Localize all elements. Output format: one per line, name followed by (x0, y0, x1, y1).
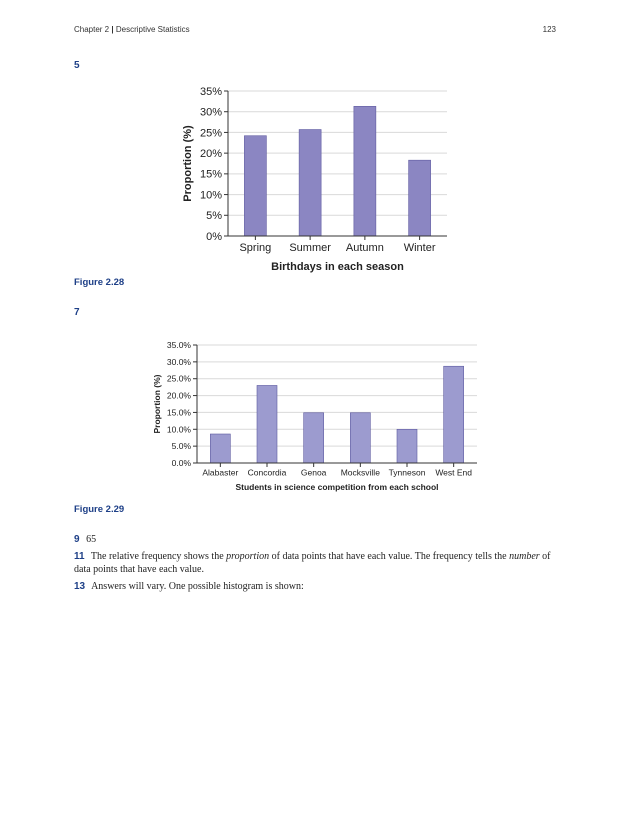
emphasis-proportion: proportion (226, 551, 270, 562)
y-axis-title: Proportion (%) (152, 374, 162, 434)
answer-number: 9 (74, 534, 80, 545)
y-tick-label: 25% (199, 127, 222, 140)
y-tick-label: 30% (199, 106, 222, 119)
x-tick-label: Winter (403, 242, 436, 254)
x-tick-label: Tynneson (388, 467, 426, 478)
x-tick-label: Mocksville (340, 467, 380, 478)
chapter-label: Chapter 2 (74, 25, 110, 34)
y-tick-label: 30.0% (166, 356, 191, 367)
answer-text-part: of data points that have each value. (74, 551, 551, 575)
answer-number: 11 (74, 551, 85, 562)
emphasis-number: number (509, 551, 540, 562)
figure-caption-2-29: Figure 2.29 (74, 504, 125, 515)
y-tick-label: 15.0% (166, 407, 191, 418)
page-number: 123 (542, 25, 556, 34)
answer-text-part: The relative frequency shows the (90, 551, 227, 562)
y-tick-label: 15% (199, 168, 222, 181)
header-separator: | (111, 25, 114, 34)
answer-text: 65 (86, 534, 97, 545)
bar-west-end (444, 366, 464, 463)
x-tick-label: Alabaster (202, 467, 239, 478)
y-tick-label: 0% (206, 230, 222, 243)
answer-9 (74, 533, 558, 546)
bar-concordia (257, 385, 277, 463)
x-tick-label: Spring (239, 242, 272, 254)
y-tick-label: 5% (206, 210, 222, 223)
answer-number: 13 (74, 581, 86, 592)
bar-mocksville (350, 413, 370, 463)
chapter-title: Descriptive Statistics (115, 25, 190, 34)
x-tick-label: West End (435, 467, 473, 478)
figure-caption-2-28: Figure 2.28 (74, 277, 125, 288)
bar-genoa (304, 413, 324, 463)
question-number-5: 5 (74, 60, 80, 71)
bar-tynneson (397, 429, 417, 463)
y-tick-label: 35% (199, 85, 222, 98)
x-tick-label: Autumn (345, 242, 384, 254)
y-tick-label: 20.0% (166, 390, 191, 401)
answer-11 (74, 550, 558, 576)
x-axis-title: Birthdays in each season (271, 261, 404, 273)
y-tick-label: 5.0% (171, 441, 191, 452)
y-tick-label: 35.0% (166, 339, 191, 350)
x-axis-title: Students in science competition from each school (235, 482, 439, 492)
y-tick-label: 10.0% (166, 424, 191, 435)
y-tick-label: 10% (199, 189, 222, 202)
answer-text: Answers will vary. One possible histogram is shown: (91, 581, 304, 592)
y-tick-label: 20% (199, 147, 222, 160)
x-tick-label: Summer (289, 242, 331, 254)
x-tick-label: Genoa (300, 467, 327, 478)
bar-alabaster (210, 434, 230, 463)
y-tick-label: 25.0% (166, 373, 191, 384)
x-tick-label: Concordia (247, 467, 287, 478)
question-number-7: 7 (74, 307, 80, 318)
y-tick-label: 0.0% (171, 457, 191, 468)
y-axis-title: Proportion (%) (182, 125, 194, 202)
answer-text-part: of data points that have each value. The frequency tells the (269, 551, 510, 562)
answer-13 (74, 580, 558, 593)
